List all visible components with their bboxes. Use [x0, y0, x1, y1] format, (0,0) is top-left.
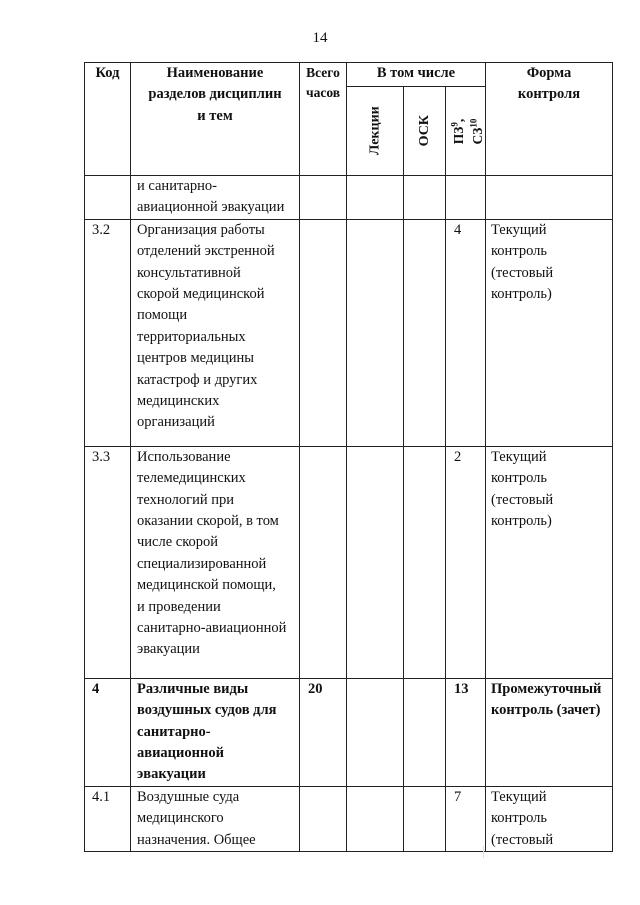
row-pz: 2	[446, 446, 486, 678]
scan-mark	[483, 846, 484, 858]
header-name: Наименование разделов дисциплин и тем	[131, 63, 300, 176]
row-total	[300, 786, 347, 851]
discipline-table	[84, 62, 613, 852]
row-lectures	[347, 678, 404, 786]
row-lectures	[347, 786, 404, 851]
header-form: Форма контроля	[486, 63, 613, 176]
row-osk	[404, 678, 446, 786]
header-code: Код	[85, 63, 131, 176]
row-form	[486, 176, 613, 220]
row-code: 3.3	[85, 446, 131, 678]
header-total: Всего часов	[300, 63, 347, 176]
row-name: Использование телемедицинских технологий при оказании скорой, в том числе скорой специализированной медицинской помощи, и проведении санитарно-авиационной эвакуации	[131, 446, 300, 678]
row-total	[300, 176, 347, 220]
header-osk: ОСК	[404, 87, 446, 176]
row-osk	[404, 786, 446, 851]
row-code: 3.2	[85, 219, 131, 446]
row-pz	[446, 176, 486, 220]
table-row	[85, 176, 613, 220]
row-lectures	[347, 219, 404, 446]
row-pz: 4	[446, 219, 486, 446]
table-row	[85, 446, 613, 678]
row-total	[300, 219, 347, 446]
row-lectures	[347, 176, 404, 220]
row-form: Текущий контроль (тестовый контроль)	[486, 446, 613, 678]
header-pz-sz: $ПЗ^9$, СЗ$^{10}$	[446, 87, 486, 176]
table-row	[85, 786, 613, 851]
row-lectures	[347, 446, 404, 678]
row-name: и санитарно- авиационной эвакуации	[131, 176, 300, 220]
row-pz: 7	[446, 786, 486, 851]
row-code	[85, 176, 131, 220]
row-form: Промежуточный контроль (зачет)	[486, 678, 613, 786]
row-name: Организация работы отделений экстренной консультативной скорой медицинской помощи территориальных центров медицины катастроф и других медицинских организаций	[131, 219, 300, 446]
row-pz: 13	[446, 678, 486, 786]
table-row	[85, 678, 613, 786]
row-name: Различные виды воздушных судов для санитарно- авиационной эвакуации	[131, 678, 300, 786]
row-name: Воздушные суда медицинского назначения. Общее	[131, 786, 300, 851]
row-osk	[404, 176, 446, 220]
row-osk	[404, 446, 446, 678]
row-form: Текущий контроль (тестовый контроль)	[486, 219, 613, 446]
row-total: 20	[300, 678, 347, 786]
row-code: 4.1	[85, 786, 131, 851]
row-code: 4	[85, 678, 131, 786]
header-lectures: Лекции	[347, 87, 404, 176]
row-form: Текущий контроль (тестовый	[486, 786, 613, 851]
table-row	[85, 219, 613, 446]
header-including: В том числе	[347, 63, 486, 87]
row-osk	[404, 219, 446, 446]
row-total	[300, 446, 347, 678]
page-number: 14	[312, 30, 328, 46]
